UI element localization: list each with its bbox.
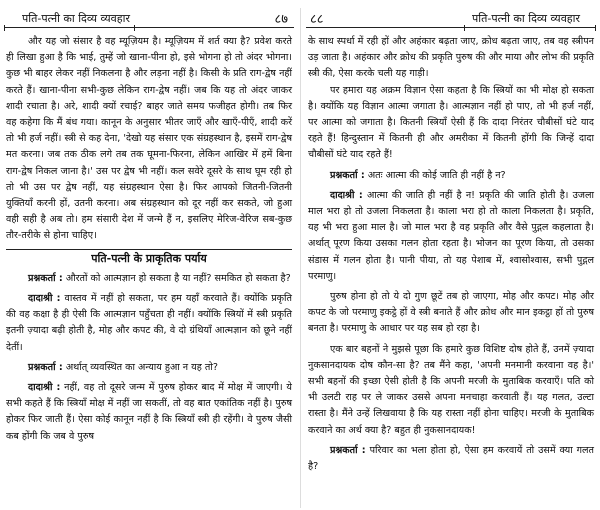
paragraph: के साथ स्पर्धा में रही हों और अहंकार बढ़ता जाए, क्रोध बढ़ता जाए, तब वह स्त्रीपन उड़ जाता है। अहंकार और क्रोध की प्रकृति पुरुष की और माया और लोभ की प्रकृति स्त्री की, ऐसा करके चली यह गाड़ी। [308, 36, 594, 80]
answer-text: नहीं, वह तो दूसरे जन्म में पुरुष होकर बाद में मोक्ष में जाएगी। ये सभी कहते हैं कि स्त्रियाँ मोक्ष में नहीं जा सकतीं, तो वह बात एकांतिक नहीं है। पुरुष होकर फिर जाती हैं। ऐसा कोई कानून नहीं है कि स्त्रियाँ स्त्री ही रहेंगी। वे पुरुष जैसी कब होंगी कि जब वे पुरुष [6, 382, 292, 442]
right-page [306, 8, 596, 508]
question-paragraph [308, 168, 594, 184]
right-header-rule [306, 27, 596, 28]
speaker-label: दादाश्री : [28, 382, 61, 394]
right-header-tick [464, 25, 465, 31]
question-text: परिवार का भला होता हो, ऐसा हम करवायें तो उसमें क्या गलत है? [308, 444, 594, 473]
question-text: अर्थात् व्यवस्थित का अन्याय हुआ न यह तो? [65, 361, 218, 373]
right-page-body [306, 30, 596, 475]
paragraph: एक बार बहनों ने मुझसे पूछा कि हमारे कुछ विशिष्ट दोष होते हैं, उनमें ज़्यादा नुकसानदायक दोष कौन-सा है? तब मैंने कहा, 'अपनी मनमानी करवाना वह है।' सभी बहनों की इच्छा ऐसी होती है कि अपनी मरजी के मुताबिक करवाएँ। पति को भी उलटी राह पर ले जाकर उससे अपना मनचाहा करवाती हैं। यह गलत, उल्टा रास्ता है। मैंने उन्हें लिखवाया है कि यह रास्ता नहीं होना चाहिए। मरजी के मुताबिक करवाने का अर्थ क्या है? बहुत ही नुकसानदायक! [308, 343, 594, 436]
left-running-title: पति-पत्नी का दिव्य व्यवहार [22, 12, 130, 25]
question-text: औरतों को आत्मज्ञान हो सकता है या नहीं? समकित हो सकता है? [65, 272, 291, 284]
speaker-label: दादाश्री : [28, 293, 61, 305]
speaker-label: प्रश्नकर्ता : [330, 169, 365, 181]
left-page-number: ८७ [274, 12, 288, 27]
left-header-rule [4, 27, 294, 28]
speaker-label: प्रश्नकर्ता : [28, 361, 63, 373]
answer-text: वास्तव में नहीं हो सकता, पर हम यहाँ करवाते हैं। क्योंकि प्रकृति की वह कक्षा है ही ऐसी कि आत्मज्ञान पहुँचता ही नहीं। क्योंकि स्त्रियों में स्त्री प्रकृति इतनी ज़्यादा बढ़ी होती है, मोह और कपट की, वे दो ग्रंथियाँ आत्मज्ञान को छूने नहीं देतीं। [6, 293, 292, 353]
right-header-tick [595, 25, 596, 31]
left-page-header [4, 8, 294, 30]
section-rule [6, 249, 292, 250]
speaker-label: प्रश्नकर्ता : [330, 444, 366, 456]
speaker-label: दादाश्री : [330, 189, 363, 201]
question-text: अतः आत्मा की कोई जाति ही नहीं है न? [367, 169, 506, 181]
question-paragraph [6, 360, 292, 376]
question-paragraph [6, 271, 292, 287]
right-running-title: पति-पत्नी का दिव्य व्यवहार [472, 12, 580, 25]
question-paragraph [308, 443, 594, 475]
answer-text: आत्मा की जाति ही नहीं है न! प्रकृति की जाति होती है। उजला माल भरा हो तो उजला निकलता है। काला भरा हो तो काला निकलता है। प्रकृति, यह भी भरा हुआ माल है। जो माल भरा है वह प्रकृति और वैसे पुद्गल कहलाता है। अर्थात् पूरण किया उसका गलन होता रहता है। भोजन का पूरण किया, तो उसका संडास में गलन होता है। पानी पीया, तो यह पेशाब में, श्वासोश्वास, सभी पुद्गल परमाणु। [308, 189, 594, 282]
right-page-number: ८८ [310, 12, 324, 27]
speaker-label: प्रश्नकर्ता : [28, 272, 63, 284]
paragraph: और यह जो संसार है वह म्यूज़ियम है। म्यूज़ियम में शर्त क्या है? प्रवेश करते ही लिखा हुआ है कि भाई, तुम्हें जो खाना-पीना हो, इसे भोगना हो तो अंदर भोगना। कुछ भी बाहर लेकर नहीं निकलना है और लड़ना नहीं है। किसी के प्रति राग-द्वेष नहीं करते हैं। खाना-पीना सभी-कुछ लेकिन राग-द्वेष नहीं। जब कि यह तो अंदर जाकर शादी रचाता है। अरे, शादी क्यों रचाई? बाहर जाते समय फजीहत होगी। तब फिर वह कहेगा कि मैं बंध गया। कानून के अनुसार भीतर जाएँ और खाएँ-पीएँ, शादी करें तो भी हर्ज नहीं। स्त्री से कह देना, 'देखो यह संसार एक संग्रहस्थान है, इसमें राग-द्वेष मत करना। जब तक ठीक लगे तब तक घूमना-फिरना, लेकिन आखिर में हमें बिना राग-द्वेष निकल जाना है।' उस पर द्वेष भी नहीं। कल सवेरे दूसरे के साथ घूम रही हो तो भी उस पर द्वेष नहीं, यह संग्रहस्थान ऐसा है। फिर आपको जितनी-जितनी युक्तियाँ करनी हों, उतनी करना। अब संग्रहस्थान को दूर नहीं कर सकते, जो हुआ वही सही है अब तो। हम संसारी देश में जन्मे हैं न, इसलिए मेरिज-वेरिज सब-कुछ तौर-तरीके से होना चाहिए। [6, 36, 292, 242]
answer-paragraph [308, 188, 594, 285]
left-header-tick [134, 25, 135, 31]
left-page-body [4, 30, 294, 445]
paragraph: पुरुष होना हो तो ये दो गुण छूटें तब हो जाएगा, मोह और कपट। मोह और कपट के जो परमाणु इकट्ठे हों वे स्त्री बनाते हैं और क्रोध और मान इकट्ठा हों तो पुरुष बनता है। परमाणु के आधार पर यह सब हो रहा है। [308, 291, 594, 335]
left-header-tick [4, 25, 5, 31]
answer-paragraph [6, 291, 292, 356]
section-heading [6, 251, 292, 267]
section-title: पति-पत्नी के प्राकृतिक पर्याय [91, 251, 207, 265]
paragraph: पर हमारा यह अक्रम विज्ञान ऐसा कहता है कि स्त्रियों का भी मोक्ष हो सकता है। क्योंकि यह विज्ञान आत्मा जगाता है। आत्मज्ञान नहीं हो पाए, तो भी हर्ज नहीं, पर आत्मा को जगाता है। कितनी स्त्रियाँ ऐसी हैं कि दादा निरंतर चौबीसों घंटे याद रहते हैं! हिन्दुस्तान में कितनी ही और अमरीका में कितनी होंगी कि जिन्हें दादा चौबीसों घंटे याद रहते हैं! [308, 84, 594, 161]
answer-paragraph [6, 380, 292, 445]
left-page [4, 8, 294, 508]
page-gutter [300, 8, 301, 508]
right-page-header [306, 8, 596, 30]
